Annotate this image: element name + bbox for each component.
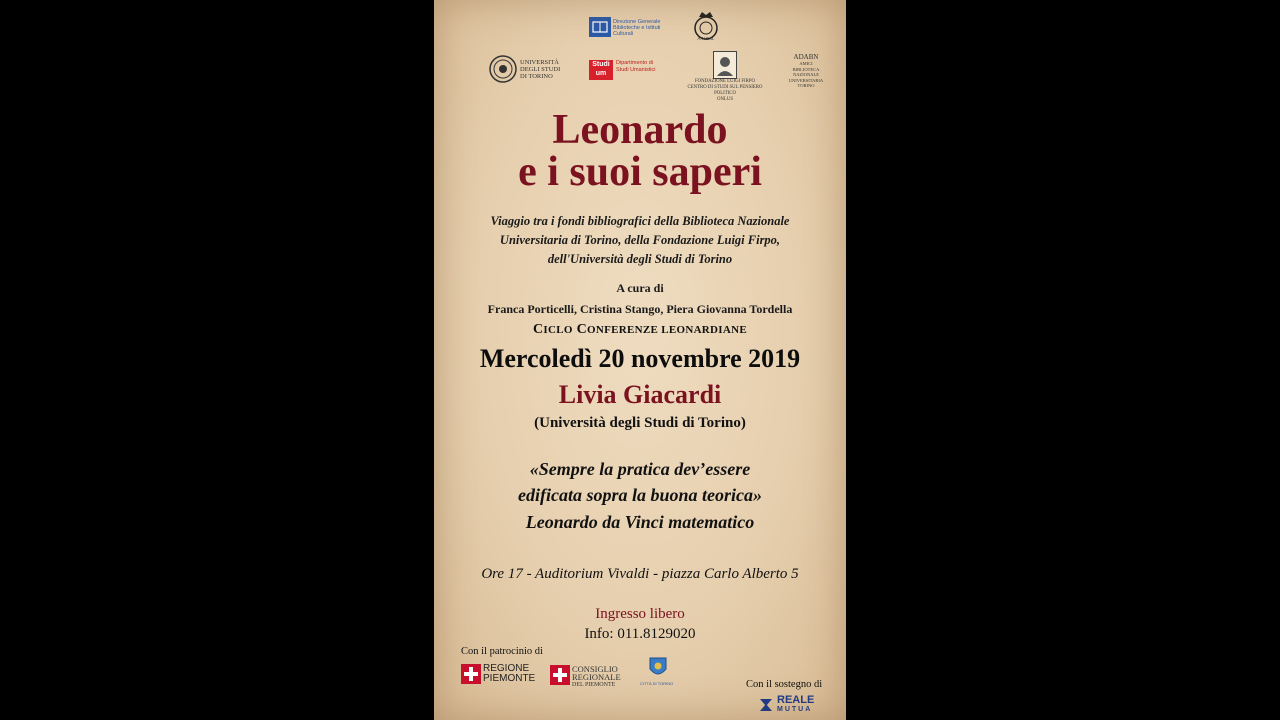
unito-line2: DEGLI STUDI: [520, 66, 561, 73]
consiglio-flag-logo: [550, 665, 570, 685]
ciclo-rest1: ICLO: [543, 324, 573, 336]
consiglio-line1: CONSIGLIO: [572, 664, 618, 674]
seal-icon: [489, 55, 517, 83]
talk-title-line3: Leonardo da Vinci matematico: [525, 512, 755, 532]
citta-torino-logo: [648, 655, 668, 679]
unito-seal-logo: [489, 55, 517, 83]
ciclo-rest2: ONFERENZE LEONARDIANE: [586, 324, 747, 336]
bull-shield-icon: [648, 655, 668, 679]
event-place: Ore 17 - Auditorium Vivaldi - piazza Carlo Alberto 5: [481, 566, 799, 582]
consiglio-line3: DEL PIEMONTE: [572, 682, 616, 688]
talk-title-line2: edificata sopra la buona teorica»: [518, 485, 762, 505]
sostegno-label: Con il sostegno di: [746, 679, 823, 690]
studium-text: Dipartimento di Studi Umanistici: [616, 60, 656, 73]
firpo-line1: FONDAZIONE LUIGI FIRPO: [695, 79, 755, 84]
book-icon: [589, 17, 611, 37]
unito-line3: DI TORINO: [520, 73, 553, 80]
unito-line1: UNIVERSITÀ: [520, 59, 559, 66]
consiglio-line2: REGIONALE: [572, 672, 621, 682]
regione-text: [483, 664, 535, 684]
reale-mutua-mark: [758, 697, 774, 713]
title-line2: e i suoi saperi: [518, 149, 762, 195]
title-line1: Leonardo: [552, 107, 728, 153]
event-poster: [434, 0, 846, 720]
red-cross-flag-icon: [461, 664, 481, 684]
ciclo-c1: C: [533, 322, 544, 337]
speaker-name: Livia Giacardi: [558, 380, 722, 409]
curated-label: A cura di: [616, 281, 664, 295]
dg-biblioteche-text: Direzione Generale Biblioteche e Istituti Culturali: [613, 19, 661, 37]
patrocinio-label: Con il patrocinio di: [461, 646, 543, 657]
abnut-line2: AMICI BIBLIOTECA NAZIONALE UNIVERSITARIA TORINO: [788, 61, 824, 88]
abnut-line1: ADABN: [793, 53, 819, 61]
regione-line2: PIEMONTE: [483, 673, 536, 684]
curators: Franca Porticelli, Cristina Stango, Piera Giovanna Tordella: [487, 302, 793, 316]
portrait-icon: [714, 52, 736, 78]
unito-text: [520, 59, 575, 80]
reale-line1: REALE: [777, 694, 815, 706]
ciclo-c2: C: [576, 322, 587, 337]
regione-line1: REGIONE: [483, 663, 530, 674]
info-phone: Info: 011.8129020: [584, 626, 696, 642]
red-cross-flag-icon: [550, 665, 570, 685]
abnut-logo: [786, 53, 826, 89]
talk-title-line1: «Sempre la pratica dev’essere: [529, 459, 751, 479]
reale-emblem-icon: [758, 697, 774, 713]
reale-line2: MUTUA: [777, 706, 813, 713]
firpo-line3: ONLUS: [717, 97, 733, 102]
ciclo-heading: [434, 322, 846, 338]
subtitle-line3: dell'Università degli Studi di Torino: [547, 252, 733, 266]
subtitle-line1: Viaggio tra i fondi bibliografici della Biblioteca Nazionale: [490, 214, 790, 228]
citta-torino-text: CITTÀ DI TORINO: [640, 681, 674, 686]
firpo-text: [680, 79, 770, 103]
firpo-logo: [713, 51, 737, 79]
regione-flag-logo: [461, 664, 481, 684]
event-date: Mercoledì 20 novembre 2019: [479, 344, 801, 373]
reale-mutua-text: [777, 695, 814, 715]
consiglio-text: [572, 665, 621, 689]
aneb-text: A.N.E.B.: [697, 36, 715, 41]
dg-biblioteche-logo: [589, 17, 611, 37]
firpo-line2: CENTRO DI STUDI SUL PENSIERO POLITICO: [687, 85, 763, 96]
speaker-affiliation: (Università degli Studi di Torino): [534, 415, 746, 431]
studium-logo: Studi um: [589, 60, 613, 80]
subtitle-line2: Universitaria di Torino, della Fondazione Luigi Firpo,: [499, 233, 781, 247]
ingresso-libero: Ingresso libero: [595, 606, 685, 622]
